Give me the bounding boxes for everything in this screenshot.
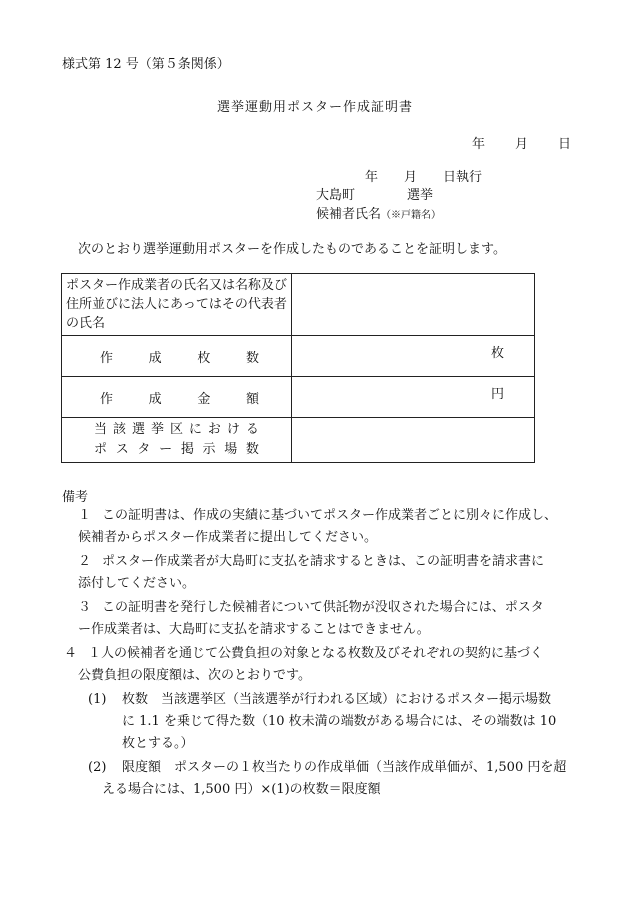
form-number: 様式第 12 号（第５条関係） (62, 57, 230, 72)
amount-label-char: 額 (245, 391, 259, 407)
document-title: 選挙運動用ポスター作成証明書 (216, 100, 413, 115)
count-label-char: 数 (245, 350, 259, 366)
certification-statement: 次のとおり選挙運動用ポスターを作成したものであることを証明します。 (78, 242, 506, 257)
remark-2-number: ２ (78, 554, 92, 569)
sub-1-number: (1) (88, 692, 107, 707)
count-label-char: 枚 (197, 350, 211, 366)
amount-label-char: 作 (100, 391, 114, 407)
remark-2-text: ポスター作成業者が大島町に支払を請求するときは、この証明書を請求書に (102, 554, 545, 569)
remarks-title: 備考 (62, 490, 89, 505)
exec-month: 月 (404, 170, 418, 185)
date-year: 年 (472, 137, 486, 152)
amount-label-char: 成 (148, 391, 162, 407)
count-value-cell[interactable] (292, 336, 535, 377)
remark-1-text: この証明書は、作成の実績に基づいてポスター作成業者ごとに別々に作成し、 (102, 508, 558, 523)
count-label (62, 347, 291, 366)
table-row-boards (62, 418, 535, 463)
election-name (316, 184, 433, 203)
amount-label (62, 388, 291, 407)
count-label-char: 成 (148, 350, 162, 366)
town-name: 大島町 (316, 188, 356, 203)
boards-label-char: に (188, 422, 202, 437)
vendor-label-cell (62, 274, 292, 336)
count-unit: 枚 (490, 346, 504, 361)
remark-4-text: １人の候補者を通じて公費負担の対象となる枚数及びそれぞれの契約に基づく (88, 646, 544, 661)
vendor-value-cell[interactable] (292, 274, 535, 336)
boards-label-char: 場 (224, 442, 238, 457)
boards-label-line1 (94, 420, 259, 440)
boards-label-line2 (94, 440, 259, 460)
remark-3-text-cont: ー作成業者は、大島町に支払を請求することはできません。 (78, 622, 430, 637)
remark-1-text-cont: 候補者からポスター作成業者に提出してください。 (78, 530, 378, 545)
sub-1-text-cont: に 1.1 を乗じて得た数（10 枚未満の端数がある場合には、その端数は 10 (122, 714, 557, 729)
sub-1-text-cont2: 枚とする。） (122, 736, 194, 751)
table-row-count (62, 336, 535, 377)
date-month: 月 (515, 137, 529, 152)
exec-year: 年 (365, 170, 379, 185)
boards-label-char: ス (115, 442, 129, 457)
amount-value-cell[interactable] (292, 377, 535, 418)
exec-day-suffix: 日執行 (443, 170, 483, 185)
execution-date (365, 166, 482, 185)
boards-label-char: 当 (94, 422, 108, 437)
table-row-vendor (62, 274, 535, 336)
boards-value-cell[interactable] (292, 418, 535, 463)
remark-3-text: この証明書を発行した候補者について供託物が没収された場合には、ポスタ (102, 600, 544, 615)
boards-label-char: タ (137, 442, 151, 457)
candidate-note: （※戸籍名） (381, 210, 442, 221)
boards-label-char: 数 (245, 442, 259, 457)
amount-label-char: 金 (197, 391, 211, 407)
poster-info-table (61, 273, 535, 463)
boards-label (62, 418, 291, 462)
boards-label-char: 区 (169, 422, 183, 437)
election-label: 選挙 (407, 188, 434, 203)
boards-label-char: お (207, 422, 221, 437)
boards-label-char: 示 (202, 442, 216, 457)
boards-label-char: る (245, 422, 259, 437)
boards-label-char: ー (159, 442, 173, 457)
sub-2-text-cont: える場合には、1,500 円）×(1)の枚数＝限度額 (102, 782, 381, 797)
date-day: 日 (558, 137, 572, 152)
boards-label-char: ポ (94, 442, 108, 457)
sub-2-text: 限度額 ポスターの１枚当たりの作成単価（当該作成単価が、1,500 円を超 (122, 760, 567, 775)
candidate-name-line (316, 203, 441, 222)
remark-4-text-cont: 公費負担の限度額は、次のとおりです。 (78, 668, 311, 683)
boards-label-cell (62, 418, 292, 463)
sub-2-number: (2) (88, 760, 107, 775)
boards-label-char: け (226, 422, 240, 437)
boards-label-char: 該 (112, 422, 126, 437)
amount-unit: 円 (490, 387, 504, 402)
issue-date (472, 133, 571, 152)
amount-label-cell (62, 377, 292, 418)
sub-1-text: 枚数 当該選挙区（当該選挙が行われる区域）におけるポスター掲示場数 (122, 692, 552, 707)
boards-label-char: 掲 (180, 442, 194, 457)
remark-2-text-cont: 添付してください。 (78, 576, 196, 591)
remark-4-number: ４ (64, 646, 78, 661)
vendor-label: ポスター作成業者の氏名又は名称及び住所並びに法人にあってはその代表者の氏名 (66, 278, 288, 331)
remark-3-number: ３ (78, 600, 92, 615)
candidate-label: 候補者氏名 (316, 207, 382, 222)
count-label-cell (62, 336, 292, 377)
table-row-amount (62, 377, 535, 418)
count-label-char: 作 (100, 350, 114, 366)
boards-label-char: 挙 (150, 422, 164, 437)
remark-1-number: １ (78, 508, 92, 523)
boards-label-char: 選 (131, 422, 145, 437)
